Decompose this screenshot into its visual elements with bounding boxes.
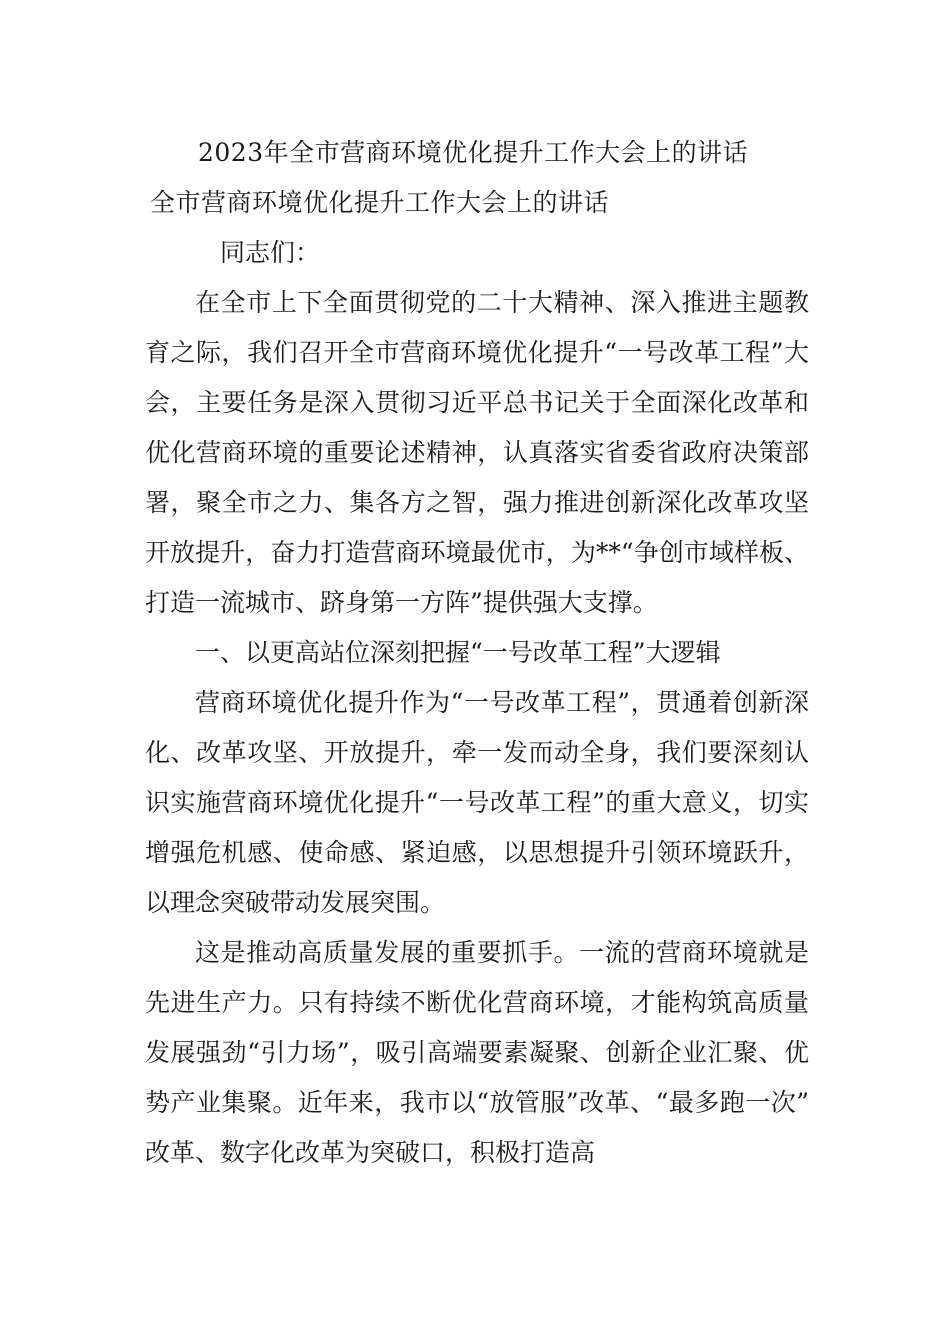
paragraph-point-1: 这是推动高质量发展的重要抓手。一流的营商环境就是先进生产力。只有持续不断优化营商环境，才能构筑高质量发展强劲“引力场”，吸引高端要素凝聚、创新企业汇聚、优势产业集聚。近年来，我市以“放管服”改革、“最多跑一次”改革、数字化改革为突破口，积极打造高 xyxy=(145,938,809,1167)
paragraph-intro: 在全市上下全面贯彻党的二十大精神、深入推进主题教育之际，我们召开全市营商环境优化提升“一号改革工程”大会，主要任务是深入贯彻习近平总书记关于全面深化改革和优化营商环境的重要论述精神，认真落实省委省政府决策部署，聚全市之力、集各方之智，强力推进创新深化改革攻坚开放提升，奋力打造营商环境最优市，为**“争创市域样板、打造一流城市、跻身第一方阵”提供强大支撑。 xyxy=(145,288,809,617)
salutation: 同志们： xyxy=(220,238,321,267)
document-title: 2023年全市营商环境优化提升工作大会上的讲话 xyxy=(198,138,749,167)
document-subtitle: 全市营商环境优化提升工作大会上的讲话 xyxy=(150,188,610,217)
paragraph-section-1: 营商环境优化提升作为“一号改革工程”，贯通着创新深化、改革攻坚、开放提升，牵一发而动全身，我们要深刻认识实施营商环境优化提升“一号改革工程”的重大意义，切实增强危机感、使命感、紧迫感，以思想提升引领环境跃升，以理念突破带动发展突围。 xyxy=(145,688,809,917)
section-heading-1: 一、以更高站位深刻把握“一号改革工程”大逻辑 xyxy=(195,638,721,667)
document-body xyxy=(145,228,809,1178)
